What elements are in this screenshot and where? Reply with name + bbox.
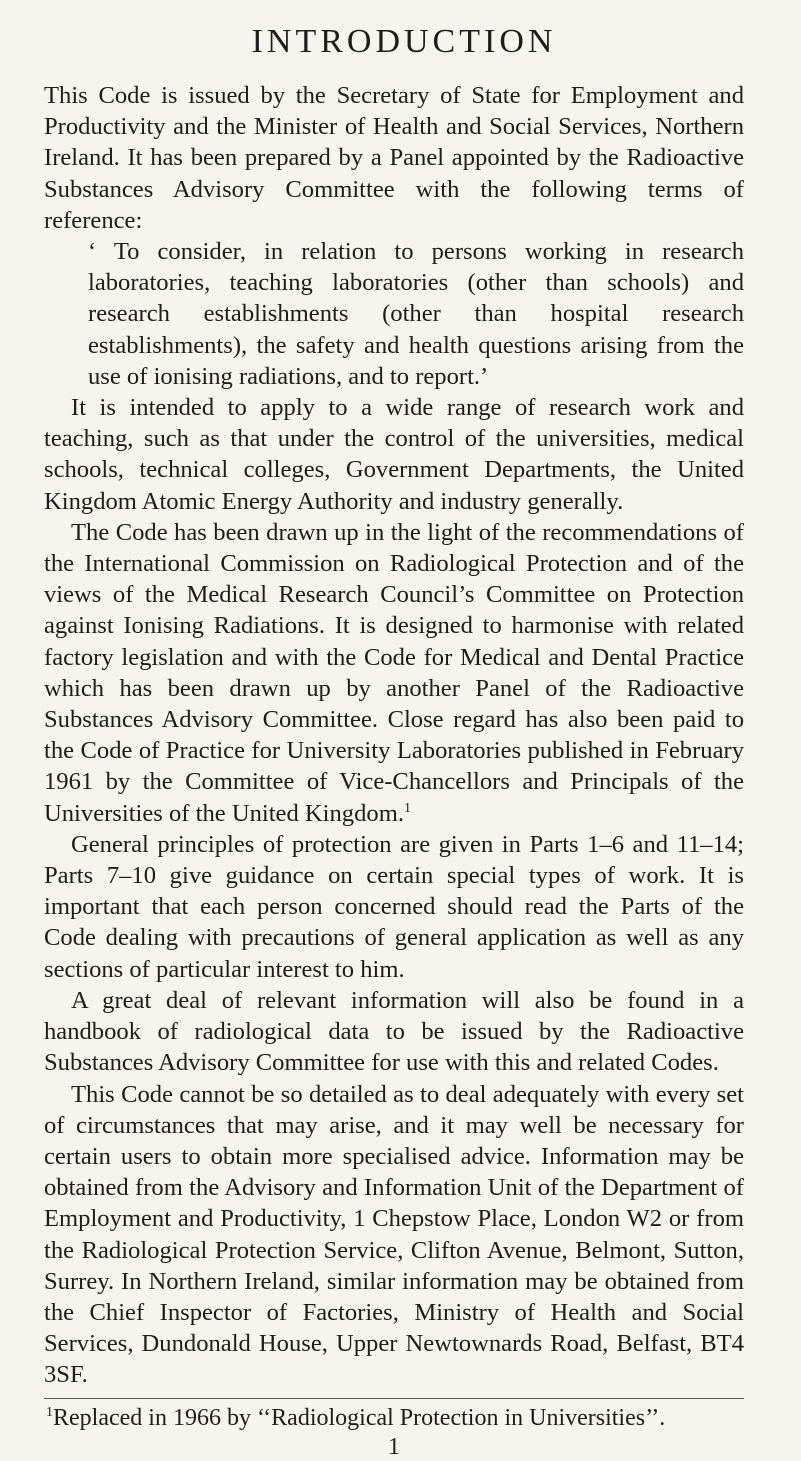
paragraph-recommendations-text: The Code has been drawn up in the light of the recommendations of the International Commission on Radiological Protection and of the views of the Medical Research Council’s Committee on Protection against Ionising Radiations. It is designed to harmonise with related factory legislation and with the Code for Medical and Dental Practice which has been drawn up by another Panel of the Radioactive Substances Advisory Committee. Close regard has also been paid to the Code of Practice for University Laboratories published in February 1961 by the Committee of Vice-Chancellors and Principals of the Universities of the United Kingdom.	[44, 518, 744, 827]
paragraph-handbook: A great deal of relevant information will also be found in a handbook of radiological data to be issued by the Radioactive Substances Advisory Committee for use with this and related Codes.	[44, 986, 744, 1077]
footnote-divider	[44, 1398, 744, 1399]
page-number: 1	[388, 1433, 400, 1460]
paragraph-recommendations	[44, 517, 744, 829]
document-page	[44, 18, 744, 1461]
paragraph-further-information: This Code cannot be so detailed as to deal adequately with every set of circumstances that may arise, and it may well be necessary for certain users to obtain more specialised advice. Information may be obtained from the Advisory and Information Unit of the Department of Employment and Productivity, 1 Chepstow Place, London W2 or from the Radiological Protection Service, Clifton Avenue, Belmont, Sutton, Surrey. In Northern Ireland, similar information may be obtained from the Chief Inspector of Factories, Ministry of Health and Social Services, Dundonald House, Upper Newtownards Road, Belfast, BT4 3SF.	[44, 1080, 744, 1389]
page-title: INTRODUCTION	[251, 23, 557, 60]
footnote-reference: 1	[403, 800, 411, 816]
paragraph-general-principles: General principles of protection are given in Parts 1–6 and 11–14; Parts 7–10 give guidance on certain special types of work. It is important that each person concerned should read the Parts of the Code dealing with precautions of general application as well as any sections of particular interest to him.	[44, 830, 744, 983]
paragraph-scope: It is intended to apply to a wide range of research work and teaching, such as that under the control of the universities, medical schools, technical colleges, Government Departments, the United Kingdom Atomic Energy Authority and industry generally.	[44, 394, 744, 515]
paragraph-issuance: This Code is issued by the Secretary of State for Employment and Productivity and the Minister of Health and Social Services, Northern Ireland. It has been prepared by a Panel appointed by the Radioactive Substances Advisory Committee with the following terms of reference:	[44, 82, 744, 234]
footnote-text: Replaced in 1966 by ‘‘Radiological Protection in Universities’’.	[53, 1404, 666, 1431]
footnote-marker: 1	[46, 1404, 53, 1420]
paragraph-terms-of-reference: ‘ To consider, in relation to persons working in research laboratories, teaching laboratories (other than schools) and research establishments (other than hospital research establishments), the safety and health questions arising from the use of ionising radiations, and to report.’	[88, 238, 744, 390]
footnote	[44, 1403, 744, 1433]
